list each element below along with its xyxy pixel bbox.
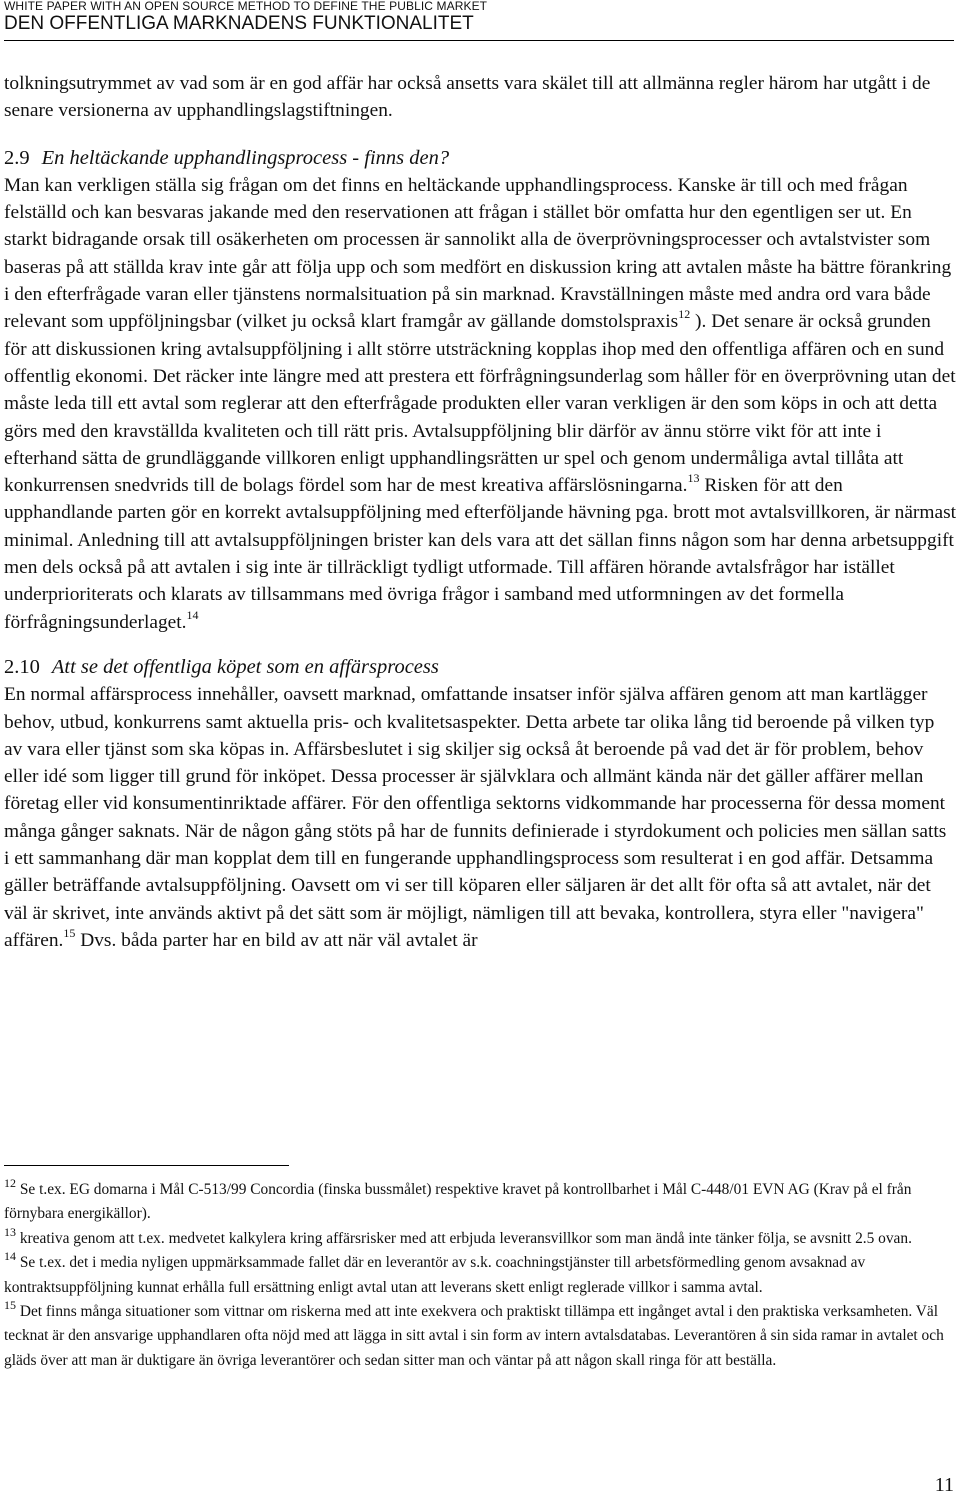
footnote-ref: 13 bbox=[687, 471, 700, 486]
section-number: 2.9 bbox=[4, 146, 30, 169]
footnote-number: 15 bbox=[4, 1298, 16, 1313]
section-heading-2-9 bbox=[4, 145, 956, 172]
footnote-text: Det finns många situationer som vittnar om riskerna med att inte exekvera och praktiskt tillämpa ett ingånget avtal i den praktiska verksamheten. Väl tecknat är den ansvarige upphandlaren ofta nöjd med att lägga in sitt avtal i sin form av intern avtalsdatabas. Leverantören å sin sida ramar in avtalet och gläds över att man är duktigare än övriga leverantörer och sedan sitter man och väntar på att någon skall ringa för att beställa. bbox=[4, 1303, 944, 1369]
footnote-ref: 14 bbox=[186, 607, 199, 622]
footnotes bbox=[4, 1178, 956, 1373]
intro-paragraph: tolkningsutrymmet av vad som är en god affär har också ansetts vara skälet till att allmänna regler härom har utgått i de senare versionerna av upphandlingslagstiftningen. bbox=[4, 73, 931, 122]
header-subtitle: WHITE PAPER WITH AN OPEN SOURCE METHOD TO DEFINE THE PUBLIC MARKET bbox=[4, 0, 488, 13]
footnote-divider bbox=[4, 1165, 289, 1166]
footnote-number: 14 bbox=[4, 1249, 16, 1264]
paragraph-text: Risken för att den upphandlande parten gör en korrekt avtalsuppföljning med efterföljande hävning pga. brott mot avtalsvillkoren, är närmast minimal. Anledning till att avtalsuppföljningen brister kan dels vara att det sällan finns någon som har denna arbetsuppgift men dels också på att avtalen i sig inte är tillräckligt tydligt utformade. Till affären hörande avtalsfrågor har istället underprioriterats och klarats av tillsammans med övriga frågor i samband med utformningen av det formella förfrågningsunderlaget. bbox=[4, 475, 957, 633]
paragraph-text: ). Det senare är också grunden för att diskussionen kring avtalsuppföljning i allt större utsträckning kopplas ihop med den offentliga affären och en sund offentlig ekonomi. Det räcker inte längre med att prestera ett förfrågningsunderlag som håller för en överprövning utan det måste leda till ett avtal som reglerar att den efterfrågade produkten eller varan verkligen är den som köps in och att detta görs med den kravställda kvaliteten och till rätt pris. Avtalsuppföljning blir därför av ännu större vikt för att inte i efterhand sätta de grundläggande villkoren enligt upphandlingsrätten ur spel och genom undermåliga avtal tillåta att konkurrensen snedvrids till de bolags fördel som har de mest kreativa affärslösningarna. bbox=[4, 311, 956, 497]
footnote-number: 12 bbox=[4, 1176, 16, 1190]
section-number: 2.10 bbox=[4, 655, 40, 678]
paragraph-text: En normal affärsprocess innehåller, oavsett marknad, omfattande insatser inför själva affären genom att man kartlägger behov, utbud, konkurrens samt aktuella pris- och kvalitetsaspekter. Detta arbete tar olika lång tid beroende på vilken typ av vara eller tjänst som ska köpas in. Affärsbeslutet i sig skiljer sig också åt beroende på vad det är för problem, behov eller idé som ligger till grund för inköpet. Dessa processer är självklara och allmänt kända när det gäller affärer mellan företag eller vid konsumentinriktade affärer. För den offentliga sektorns vidkommande har processerna för dessa moment många gånger saknats. När de någon gång stöts på har de funnits definierade i styrdokument och policies men sällan satts i ett sammanhang där man kopplat dem till en fungerande upphandlingsprocess som resulterat i en god affär. Detsamma gäller beträffande avtalsuppföljning. Oavsett om vi ser till köparen eller säljaren är det allt för ofta så att avtalet, när det väl är skrivet, inte används aktivt på det sätt som är möjligt, nämligen till att bevaka, kontrollera, styra eller "navigera" affären. bbox=[4, 684, 947, 951]
footnote-ref: 12 bbox=[678, 307, 691, 322]
page-header bbox=[4, 0, 954, 41]
footnote-text: Se t.ex. det i media nyligen uppmärksammade fallet där en leverantör av s.k. coachningstjänster till arbetsförmedling genom avsaknad av kontraktsuppföljning kunnat erhålla full ersättning enligt avtal utan att leverans skett enligt reglerade villkor i samma avtal. bbox=[4, 1254, 866, 1296]
footnote-number: 13 bbox=[4, 1224, 16, 1239]
footnote bbox=[4, 1251, 956, 1300]
section-heading-2-10 bbox=[4, 654, 956, 681]
section-2-9-paragraph bbox=[4, 172, 956, 636]
section-2-10-paragraph bbox=[4, 681, 956, 954]
page-number: 11 bbox=[934, 1474, 954, 1496]
footnote bbox=[4, 1178, 956, 1227]
paragraph-text: Man kan verkligen ställa sig frågan om det finns en heltäckande upphandlingsprocess. Kanske är till och med frågan felställd och kan besvaras jakande med den reservationen att frågan i stället bör omfatta hur den egentligen ser ut. En starkt bidragande orsak till osäkerheten om processen är sannolikt alla de överprövningsprocesser och avtalstvister som baseras på att ställda krav inte går att följa upp och som medfört en diskussion kring att avtalen måste ha bättre förankring i den efterfrågade varan eller tjänstens normalsituation på sin marknad. Kravställningen måste med andra ord vara både relevant som uppföljningsbar (vilket ju också klart framgår av gällande domstolspraxis bbox=[4, 174, 952, 333]
document-body bbox=[4, 70, 956, 954]
paragraph-text: Dvs. båda parter har en bild av att när väl avtalet är bbox=[75, 929, 478, 951]
section-title: En heltäckande upphandlingsprocess - finns den? bbox=[41, 146, 450, 169]
footnote bbox=[4, 1300, 956, 1373]
footnote-text: kreativa genom att t.ex. medvetet kalkylera kring affärsrisker med att erbjuda leveransvillkor som man ändå inte tänker följa, se avsnitt 2.5 ovan. bbox=[16, 1229, 912, 1247]
footnote bbox=[4, 1224, 956, 1251]
section-title: Att se det offentliga köpet som en affärsprocess bbox=[51, 655, 439, 678]
footnote-text: Se t.ex. EG domarna i Mål C-513/99 Concordia (finska bussmålet) respektive kravet på kontrollbarhet i Mål C-448/01 EVN AG (Krav på el från förnybara energikällor). bbox=[4, 1181, 912, 1223]
header-title: DEN OFFENTLIGA MARKNADENS FUNKTIONALITET bbox=[4, 13, 474, 34]
footnote-ref: 15 bbox=[63, 925, 76, 940]
